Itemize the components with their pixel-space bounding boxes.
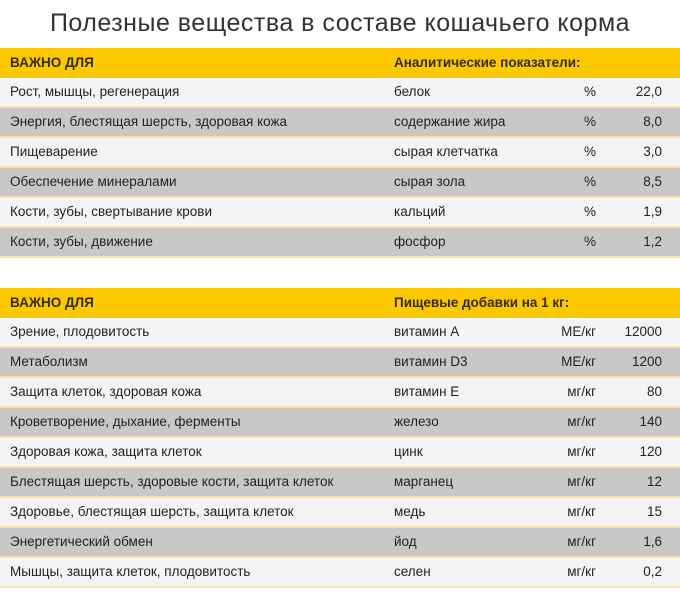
benefit-cell: Здоровье, блестящая шерсть, защита клеток (10, 504, 294, 519)
unit-cell: МЕ/кг (561, 354, 596, 369)
benefit-cell: Рост, мышцы, регенерация (10, 84, 180, 99)
nutrient-cell: фосфор (394, 234, 446, 249)
table-header (0, 48, 680, 78)
nutrient-cell: железо (394, 414, 439, 429)
table-header (0, 288, 680, 318)
header-nutrients: Пищевые добавки на 1 кг: (394, 295, 570, 310)
table-row (0, 348, 680, 378)
nutrient-table (0, 288, 680, 588)
benefit-cell: Энергия, блестящая шерсть, здоровая кожа (10, 114, 288, 129)
nutrient-tables (0, 48, 680, 588)
value-cell: 140 (639, 414, 662, 429)
value-cell: 8,5 (643, 174, 662, 189)
table-row (0, 168, 680, 198)
table-row (0, 78, 680, 108)
unit-cell: мг/кг (567, 444, 596, 459)
unit-cell: % (583, 84, 596, 99)
benefit-cell: Мышцы, защита клеток, плодовитость (10, 564, 251, 579)
nutrient-cell: кальций (394, 204, 446, 219)
value-cell: 15 (646, 504, 662, 519)
table-row (0, 468, 680, 498)
unit-cell: мг/кг (567, 474, 596, 489)
unit-cell: % (583, 234, 596, 249)
table-gap (0, 258, 680, 288)
value-cell: 1,9 (643, 204, 662, 219)
value-cell: 3,0 (643, 144, 662, 159)
benefit-cell: Блестящая шерсть, здоровые кости, защита клеток (10, 474, 334, 489)
value-cell: 80 (646, 384, 662, 399)
nutrient-cell: витамин Е (394, 384, 460, 399)
nutrient-cell: йод (394, 534, 417, 549)
unit-cell: мг/кг (567, 384, 596, 399)
value-cell: 12000 (624, 324, 662, 339)
table-row (0, 528, 680, 558)
nutrient-cell: сырая зола (394, 174, 466, 189)
nutrient-cell: медь (394, 504, 426, 519)
nutrient-cell: витамин А (394, 324, 460, 339)
benefit-cell: Зрение, плодовитость (10, 324, 150, 339)
value-cell: 1,2 (643, 234, 662, 249)
unit-cell: % (583, 204, 596, 219)
nutrient-cell: селен (394, 564, 431, 579)
nutrient-cell: белок (394, 84, 431, 99)
benefit-cell: Обеспечение минералами (10, 174, 177, 189)
table-row (0, 378, 680, 408)
header-benefit: ВАЖНО ДЛЯ (10, 55, 94, 70)
table-row (0, 228, 680, 258)
header-benefit: ВАЖНО ДЛЯ (10, 295, 94, 310)
table-row (0, 438, 680, 468)
nutrient-cell: содержание жира (394, 114, 506, 129)
table-row (0, 558, 680, 588)
unit-cell: мг/кг (567, 414, 596, 429)
nutrient-cell: сырая клетчатка (394, 144, 498, 159)
table-row (0, 318, 680, 348)
value-cell: 12 (646, 474, 662, 489)
unit-cell: мг/кг (567, 534, 596, 549)
benefit-cell: Энергетический обмен (10, 534, 153, 549)
unit-cell: мг/кг (567, 504, 596, 519)
value-cell: 0,2 (643, 564, 662, 579)
unit-cell: % (583, 144, 596, 159)
nutrient-cell: марганец (394, 474, 454, 489)
benefit-cell: Кости, зубы, движение (10, 234, 153, 249)
unit-cell: % (583, 174, 596, 189)
unit-cell: % (583, 114, 596, 129)
unit-cell: мг/кг (567, 564, 596, 579)
table-row (0, 408, 680, 438)
benefit-cell: Пищеварение (10, 144, 98, 159)
table-row (0, 138, 680, 168)
value-cell: 120 (639, 444, 662, 459)
header-nutrients: Аналитические показатели: (394, 55, 581, 70)
page-title: Полезные вещества в составе кошачьего корма (49, 9, 631, 37)
table-row (0, 498, 680, 528)
value-cell: 8,0 (643, 114, 662, 129)
value-cell: 1200 (631, 354, 662, 369)
table-row (0, 198, 680, 228)
nutrient-table (0, 48, 680, 258)
benefit-cell: Здоровая кожа, защита клеток (10, 444, 202, 459)
value-cell: 1,6 (643, 534, 662, 549)
table-row (0, 108, 680, 138)
benefit-cell: Кости, зубы, свертывание крови (10, 204, 213, 219)
benefit-cell: Защита клеток, здоровая кожа (10, 384, 202, 399)
value-cell: 22,0 (635, 84, 662, 99)
benefit-cell: Кроветворение, дыхание, ферменты (10, 414, 241, 429)
nutrient-cell: витамин D3 (394, 354, 468, 369)
benefit-cell: Метаболизм (10, 354, 88, 369)
unit-cell: МЕ/кг (561, 324, 596, 339)
nutrient-cell: цинк (394, 444, 423, 459)
